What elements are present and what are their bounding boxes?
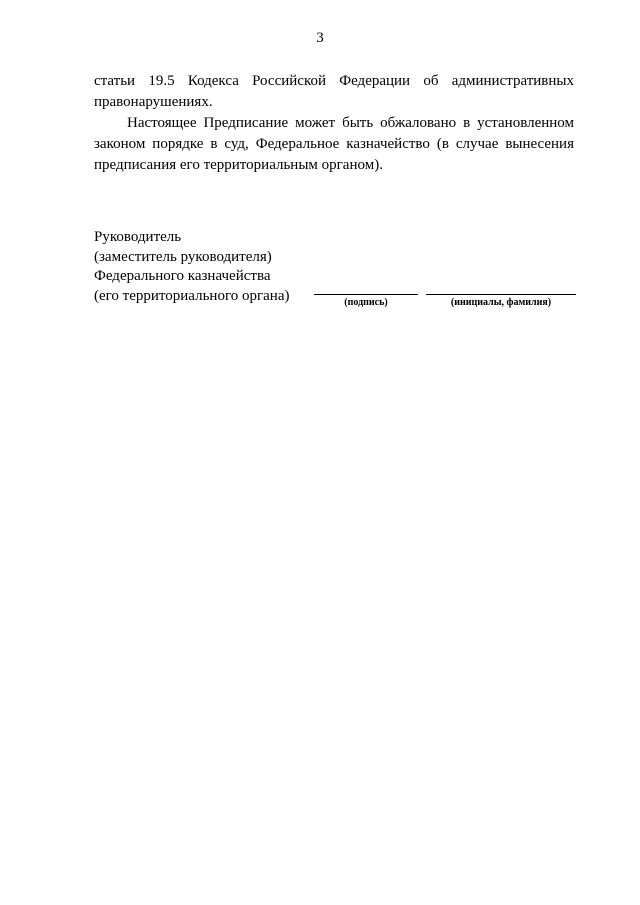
signatory-title-line: (заместитель руководителя) [94, 248, 272, 265]
signatory-title-line: Руководитель [94, 229, 182, 245]
signatory-title-block [94, 228, 289, 306]
name-line [426, 278, 576, 295]
name-caption: (инициалы, фамилия) [450, 297, 552, 308]
signature-caption: (подпись) [344, 297, 388, 308]
signature-field [314, 278, 418, 308]
signatory-title-line: Федерального казначейства [94, 268, 271, 284]
paragraph-appeal-notice: Настоящее Предписание может быть обжаловано в установленном законом порядке в суд, Федеральное казначейство (в случае вынесения предписания его территориальным органом). [94, 115, 574, 173]
signatory-title-line: (его территориального органа) [94, 287, 290, 304]
page-number: 3 [316, 30, 324, 46]
body-text [94, 71, 574, 176]
signature-line [314, 278, 418, 295]
name-field [426, 278, 576, 308]
signature-fields [314, 278, 576, 318]
paragraph-article-reference: статьи 19.5 Кодекса Российской Федерации об административных правонарушениях. [94, 73, 574, 110]
